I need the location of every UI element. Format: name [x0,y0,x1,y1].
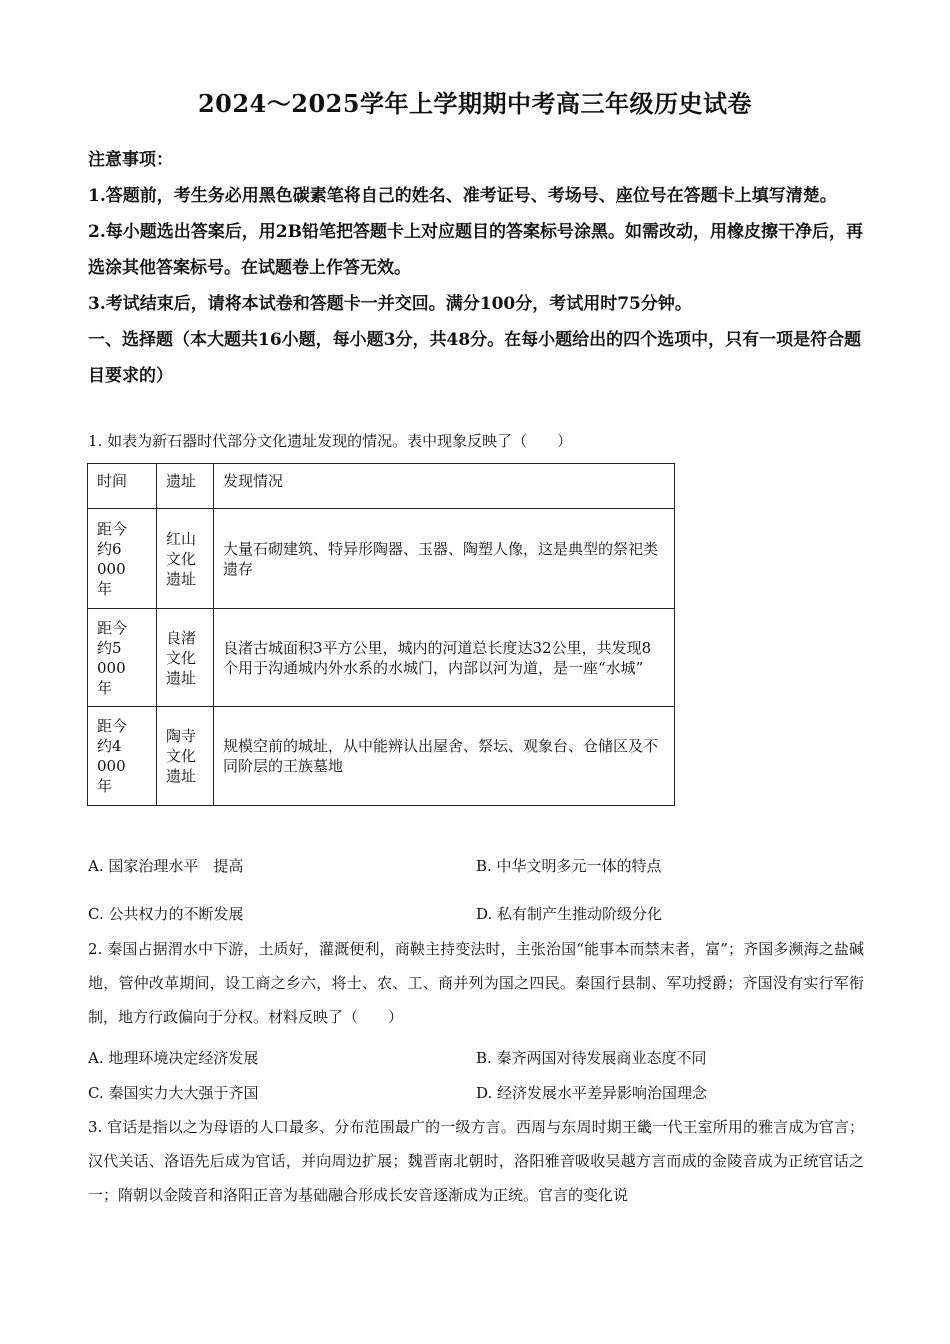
q2-option-b: B. 秦齐两国对待发展商业态度不同 [476,1049,707,1067]
q1-option-c: C. 公共权力的不断发展 [88,905,244,923]
table-header-time: 时间 [88,464,157,509]
q1-option-b: B. 中华文明多元一体的特点 [476,857,662,875]
table-row [88,609,675,707]
q1-option-d: D. 私有制产生推动阶级分化 [476,905,663,923]
question-1-table [87,463,675,806]
table-cell-time: 距今约4000年 [88,707,157,806]
table-cell-findings: 大量石砌建筑、特异形陶器、玉器、陶塑人像，这是典型的祭祀类遗存 [214,509,675,609]
instructions [88,142,868,394]
table-cell-findings: 良渚古城面积3平方公里，城内的河道总长度达32公里，共发现8个用于沟通城内外水系的水城门，内部以河为道，是一座“水城” [214,609,675,707]
q1-option-a: A. 国家治理水平 提高 [88,857,244,875]
table-header-findings: 发现情况 [214,464,675,509]
q2-option-a: A. 地理环境决定经济发展 [88,1049,259,1067]
q2-option-c: C. 秦国实力大大强于齐国 [88,1084,259,1102]
table-cell-time: 距今约5000年 [88,609,157,707]
exam-title: 2024～2025学年上学期期中考高三年级历史试卷 [197,89,753,118]
section-heading: 一、选择题（本大题共16小题，每小题3分，共48分。在每小题给出的四个选项中，只有一项是符合题目要求的） [88,330,862,386]
question-3-stem: 3. 官话是指以之为母语的人口最多、分布范围最广的一级方言。西周与东周时期王畿一代王室所用的雅言成为官言；汉代关话、洛语先后成为官话，并向周边扩展；魏晋南北朝时，洛阳雅音吸收吴越方言而成的金陵音成为正统官话之一；隋朝以金陵音和洛阳正音为基础融合形成长安音逐渐成为正统。官言的变化说 [88,1118,864,1204]
table-cell-time: 距今约6000年 [88,509,157,609]
instruction-item-2: 2.每小题选出答案后，用2B铅笔把答题卡上对应题目的答案标号涂黑。如需改动，用橡皮擦干净后，再选涂其他答案标号。在试题卷上作答无效。 [88,222,863,278]
instruction-item-1: 1.答题前，考生务必用黑色碳素笔将自己的姓名、准考证号、考场号、座位号在答题卡上填写清楚。 [88,186,837,206]
question-2-stem: 2. 秦国占据渭水中下游，土质好，灌溉便利，商鞅主持变法时，主张治国“能事本而禁末者，富”；齐国多濒海之盐碱地，管仲改革期间，设工商之乡六，将士、农、工、商并列为国之四民。秦国行县制、军功授爵；齐国没有实行军衔制，地方行政偏向于分权。材料反映了（ ） [88,940,864,1026]
table-cell-site: 陶寺文化遗址 [157,707,214,806]
question-1-stem: 1. 如表为新石器时代部分文化遗址发现的情况。表中现象反映了（ ） [88,432,573,450]
table-header-row [88,464,675,509]
table-cell-site: 红山文化遗址 [157,509,214,609]
table-cell-site: 良渚文化遗址 [157,609,214,707]
q2-option-d: D. 经济发展水平差异影响治国理念 [476,1084,708,1102]
table-cell-findings: 规模空前的城址，从中能辨认出屋舍、祭坛、观象台、仓储区及不同阶层的王族墓地 [214,707,675,806]
table-row [88,509,675,609]
instructions-heading: 注意事项： [88,150,173,170]
table-row [88,707,675,806]
table-header-site: 遗址 [157,464,214,509]
instruction-item-3: 3.考试结束后，请将本试卷和答题卡一并交回。满分100分，考试用时75分钟。 [88,294,692,314]
